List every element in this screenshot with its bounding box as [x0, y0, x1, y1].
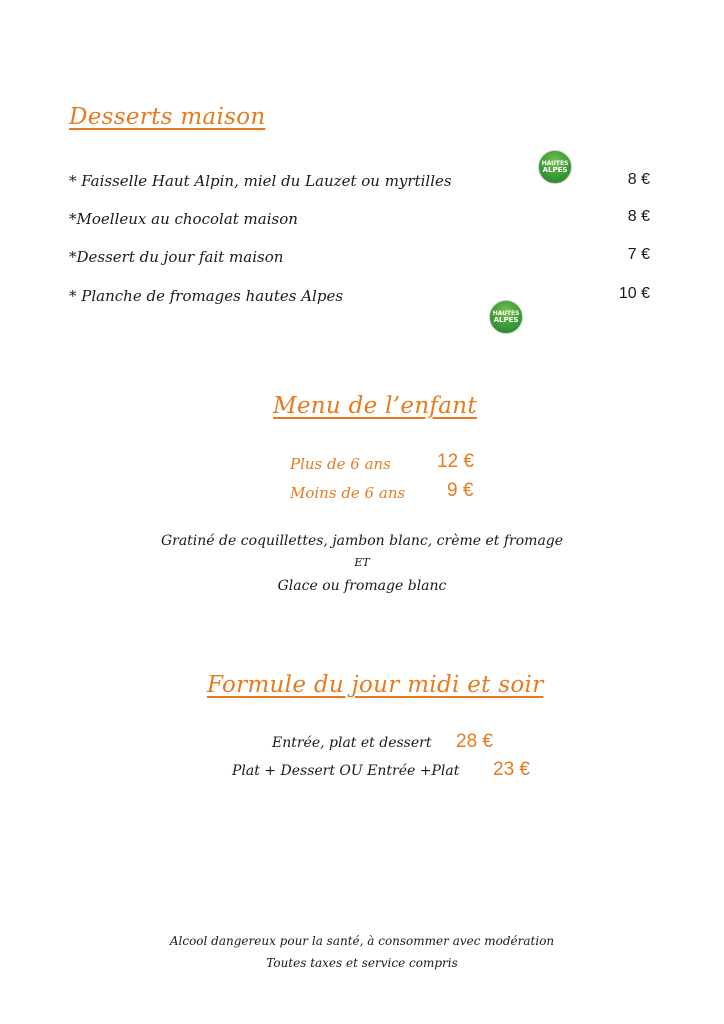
kids-description-line: Gratiné de coquillettes, jambon blanc, crème et fromage	[160, 533, 564, 549]
dessert-price-faisselle: 8 €	[627, 171, 650, 188]
dessert-price-moelleux: 8 €	[627, 208, 650, 225]
footer-alcohol-notice: Alcool dangereux pour la santé, à consommer avec modération	[169, 934, 555, 948]
formula-option-price: 23 €	[493, 759, 530, 780]
kids-option-price: 9 €	[447, 480, 474, 501]
hautes-alpes-logo-icon: HAUTES ALPES	[538, 150, 572, 184]
formula-option-price: 28 €	[456, 731, 493, 752]
formula-option-label: Entrée, plat et dessert	[272, 735, 432, 751]
kids-menu-title: Menu de l’enfant	[273, 393, 477, 419]
footer-tax-notice: Toutes taxes et service compris	[266, 956, 458, 970]
dessert-price-du-jour: 7 €	[627, 246, 650, 263]
desserts-title: Desserts maison	[69, 104, 266, 130]
kids-option-label: Plus de 6 ans	[290, 455, 391, 473]
kids-description-line: Glace ou fromage blanc	[277, 578, 447, 594]
dessert-item-du-jour: *Dessert du jour fait maison	[69, 248, 284, 266]
kids-option-price: 12 €	[437, 451, 474, 472]
formula-title: Formule du jour midi et soir	[207, 672, 544, 698]
formula-option-label: Plat + Dessert OU Entrée +Plat	[232, 763, 460, 779]
kids-option-label: Moins de 6 ans	[290, 484, 406, 502]
dessert-item-faisselle: * Faisselle Haut Alpin, miel du Lauzet ou myrtilles	[69, 172, 452, 190]
hautes-alpes-logo-icon: HAUTES ALPES	[489, 300, 523, 334]
dessert-item-moelleux: *Moelleux au chocolat maison	[69, 210, 298, 228]
dessert-item-planche: * Planche de fromages hautes Alpes	[69, 287, 344, 305]
dessert-price-planche: 10 €	[618, 285, 650, 302]
kids-description-line: ET	[354, 556, 370, 569]
